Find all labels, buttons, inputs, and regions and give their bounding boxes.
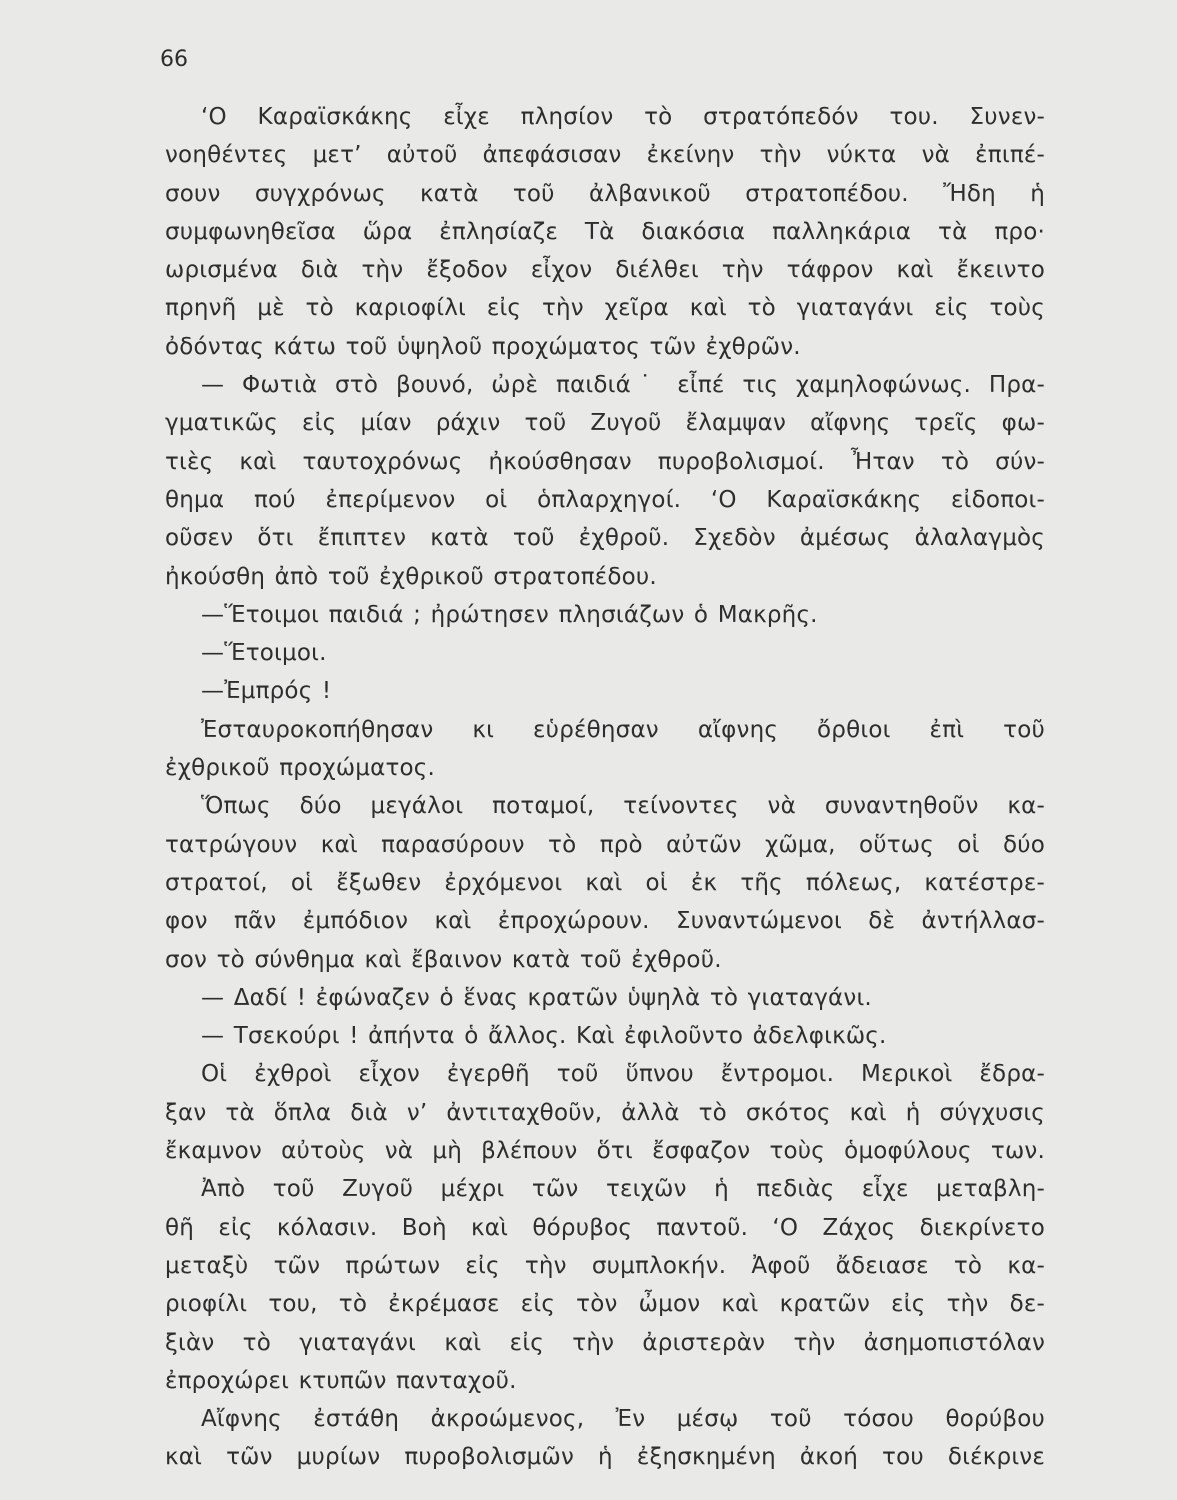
text-line: — Τσεκούρι ! ἀπήντα ὁ ἄλλος. Καὶ ἐφιλοῦντο ἀδελφικῶς.: [201, 1023, 887, 1050]
text-line: μεταξὺ τῶν πρώτων εἰς τὴν συμπλοκήν. Ἀφοῦ ἄδειασε τὸ κα-: [165, 1252, 1045, 1279]
text-line: Οἱ ἐχθροὶ εἶχον ἐγερθῆ τοῦ ὕπνου ἔντρομοι. Μερικοὶ ἔδρα-: [201, 1061, 1045, 1088]
text-line: Αἴφνης ἐστάθη ἀκροώμενος, Ἐν μέσῳ τοῦ τόσου θορύβου: [201, 1406, 1045, 1433]
text-line: — Φωτιὰ στὸ βουνό, ὠρὲ παιδιά˙ εἶπέ τις χαμηλοφώνως. Πρα-: [201, 372, 1045, 399]
text-line: ἠκούσθη ἀπὸ τοῦ ἐχθρικοῦ στρατοπέδου.: [165, 563, 657, 590]
body-text: [165, 98, 1045, 1477]
text-line: σον τὸ σύνθημα καὶ ἔβαινον κατὰ τοῦ ἐχθροῦ.: [165, 946, 722, 973]
text-line: ‘Ο Καραϊσκάκης εἶχε πλησίον τὸ στρατόπεδόν του. Συνεν-: [201, 104, 1045, 130]
text-line: —Ἐμπρός !: [201, 678, 332, 705]
text-line: τιὲς καὶ ταυτοχρόνως ἠκούσθησαν πυροβολισμοί. Ἦταν τὸ σύν-: [165, 448, 1045, 475]
text-line: καὶ τῶν μυρίων πυροβολισμῶν ἡ ἐξησκημένη ἀκοή του διέκρινε: [165, 1444, 1045, 1471]
text-line: γματικῶς εἰς μίαν ράχιν τοῦ Ζυγοῦ ἔλαμψαν αἴφνης τρεῖς φω-: [165, 410, 1045, 437]
text-line: οῦσεν ὅτι ἔπιπτεν κατὰ τοῦ ἐχθροῦ. Σχεδὸν ἀμέσως ἀλαλαγμὸς: [165, 525, 1045, 552]
text-line: —Ἕτοιμοι.: [201, 640, 327, 667]
text-line: στρατοί, οἱ ἔξωθεν ἐρχόμενοι καὶ οἱ ἐκ τῆς πόλεως, κατέστρε-: [165, 869, 1045, 896]
text-line: ὀδόντας κάτω τοῦ ὑψηλοῦ προχώματος τῶν ἐχθρῶν.: [165, 333, 801, 360]
text-line: πρηνῆ μὲ τὸ καριοφίλι εἰς τὴν χεῖρα καὶ τὸ γιαταγάνι εἰς τοὺς: [165, 295, 1045, 322]
text-line: Ἐσταυροκοπήθησαν κι εὑρέθησαν αἴφνης ὄρθιοι ἐπὶ τοῦ: [201, 716, 1045, 743]
text-line: ξαν τὰ ὅπλα διὰ ν’ ἀντιταχθοῦν, ἀλλὰ τὸ σκότος καὶ ἡ σύγχυσις: [165, 1099, 1045, 1126]
text-line: ωρισμένα διὰ τὴν ἔξοδον εἶχον διέλθει τὴν τάφρον καὶ ἔκειντο: [165, 257, 1045, 284]
text-line: φον πᾶν ἐμπόδιον καὶ ἐπροχώρουν. Συναντώμενοι δὲ ἀντήλλασ-: [165, 908, 1045, 935]
text-line: θῆ εἰς κόλασιν. Βοὴ καὶ θόρυβος παντοῦ. ‘Ο Ζάχος διεκρίνετο: [165, 1214, 1045, 1241]
text-line: ριοφίλι του, τὸ ἐκρέμασε εἰς τὸν ὦμον καὶ κρατῶν εἰς τὴν δε-: [165, 1291, 1045, 1318]
page-number: 66: [160, 47, 188, 72]
text-line: νοηθέντες μετ’ αὐτοῦ ἀπεφάσισαν ἐκείνην τὴν νύκτα νὰ ἐπιπέ-: [165, 142, 1045, 169]
text-line: ἔκαμνον αὐτοὺς νὰ μὴ βλέπουν ὅτι ἔσφαζον τοὺς ὁμοφύλους των.: [165, 1138, 1045, 1165]
text-line: Ὅπως δύο μεγάλοι ποταμοί, τείνοντες νὰ συναντηθοῦν κα-: [201, 793, 1045, 820]
text-line: — Δαδί ! ἐφώναζεν ὁ ἕνας κρατῶν ὑψηλὰ τὸ γιαταγάνι.: [201, 984, 872, 1011]
text-line: ξιὰν τὸ γιαταγάνι καὶ εἰς τὴν ἀριστερὰν τὴν ἀσημοπιστόλαν: [165, 1329, 1045, 1356]
text-line: ἐχθρικοῦ προχώματος.: [165, 755, 436, 782]
text-line: συμφωνηθεῖσα ὥρα ἐπλησίαζε Τὰ διακόσια παλληκάρια τὰ προ·: [165, 218, 1045, 245]
text-line: Ἀπὸ τοῦ Ζυγοῦ μέχρι τῶν τειχῶν ἡ πεδιὰς εἶχε μεταβλη-: [201, 1176, 1045, 1203]
text-line: —Ἕτοιμοι παιδιά ; ἠρώτησεν πλησιάζων ὁ Μακρῆς.: [201, 601, 818, 628]
text-line: ἐπροχώρει κτυπῶν πανταχοῦ.: [165, 1367, 517, 1394]
text-line: τατρώγουν καὶ παρασύρουν τὸ πρὸ αὐτῶν χῶμα, οὕτως οἱ δύο: [165, 831, 1045, 858]
text-line: σουν συγχρόνως κατὰ τοῦ ἀλβανικοῦ στρατοπέδου. Ἤδη ἡ: [165, 180, 1045, 207]
text-line: θημα πού ἐπερίμενον οἱ ὁπλαρχηγοί. ‘Ο Καραϊσκάκης εἰδοποι-: [165, 486, 1045, 513]
